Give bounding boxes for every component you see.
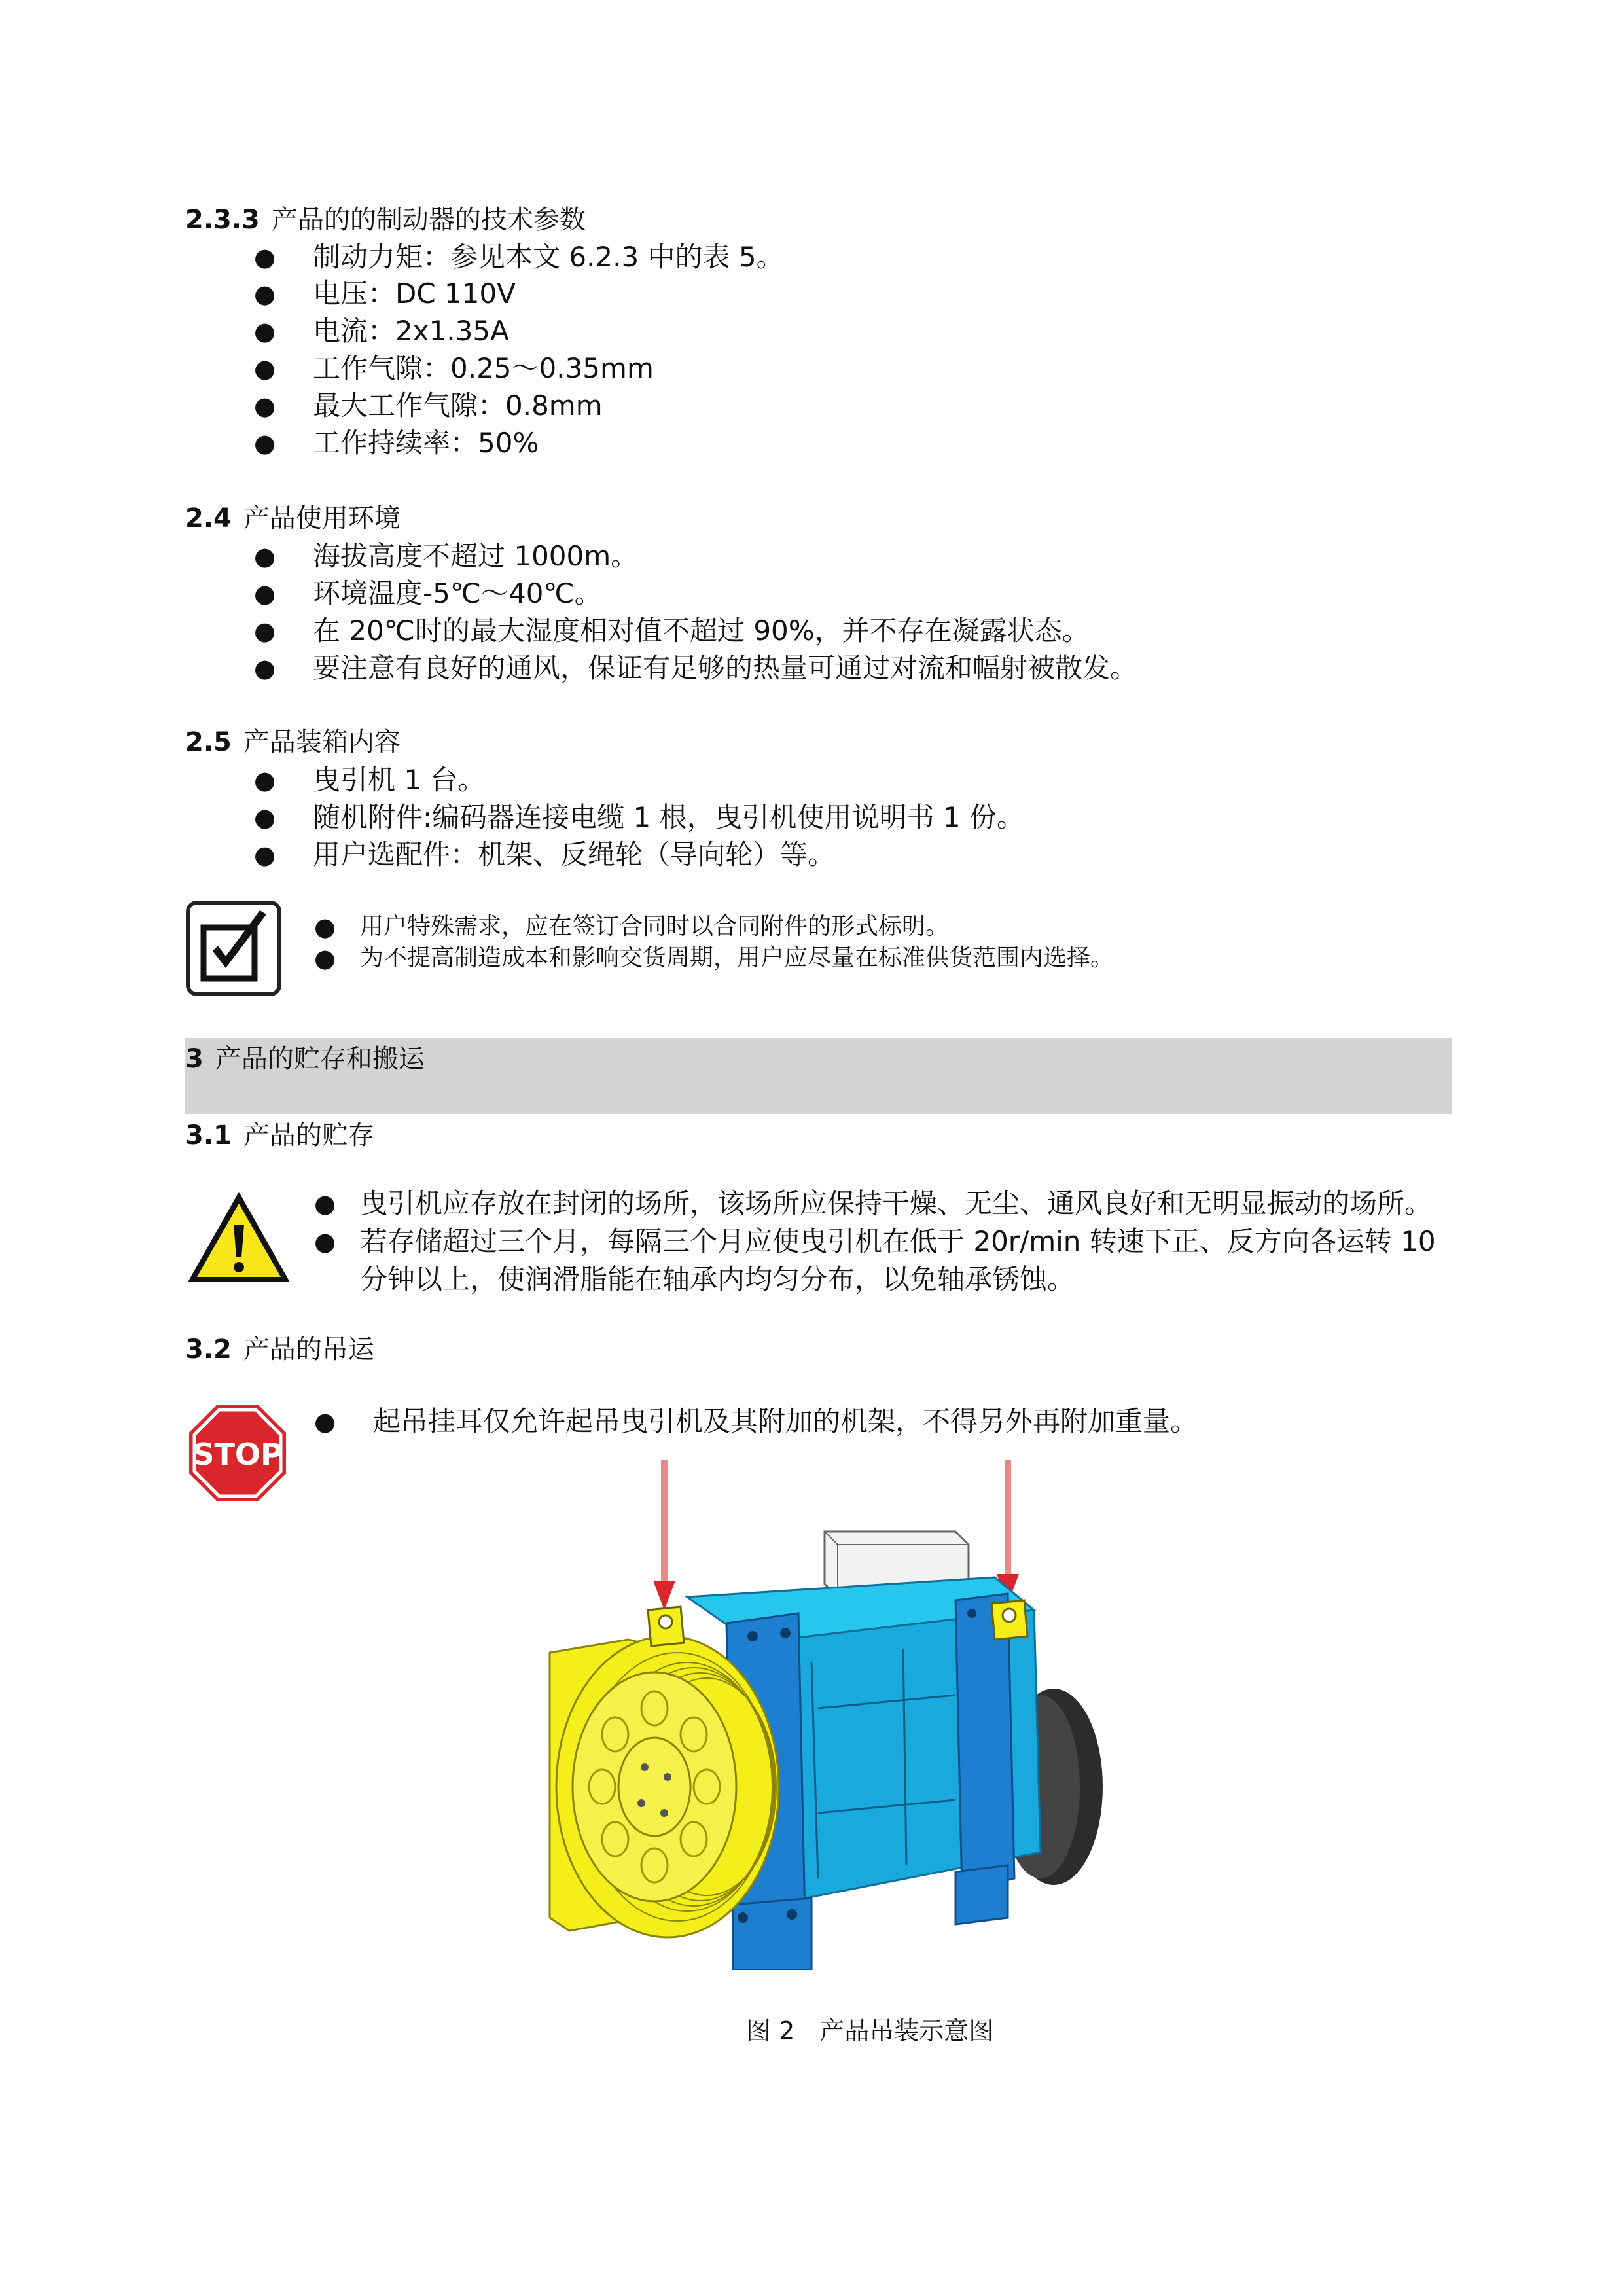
list-item: ● 随机附件:编码器连接电缆 1 根，曳引机使用说明书 1 份。 [313, 799, 1024, 836]
lifting-lug-right [991, 1600, 1027, 1640]
heading-title: 产品的的制动器的技术参数 [271, 205, 586, 235]
bullet-icon: ● [254, 617, 276, 645]
heading-number: 2.3.3 [185, 205, 260, 235]
heading-2-4 [185, 501, 401, 535]
note-item: ● 用户特殊需求，应在签订合同时以合同附件的形式标明。 [314, 912, 950, 941]
heading-title: 产品装箱内容 [243, 727, 401, 757]
list-item: ● 在 20℃时的最大湿度相对值不超过 90%，并不存在凝露状态。 [313, 613, 1090, 649]
stop-sign-text: STOP [192, 1437, 283, 1472]
heading-number: 2.5 [185, 727, 232, 757]
heading-number: 3 [185, 1044, 204, 1074]
heading-number: 2.4 [185, 503, 232, 533]
bullet-icon: ● [314, 944, 336, 973]
list-item: ● 曳引机 1 台。 [313, 762, 485, 798]
heading-2-5 [185, 725, 401, 759]
list-item: ● 工作气隙：0.25～0.35mm [313, 350, 654, 387]
bullet-icon: ● [254, 429, 276, 457]
heading-3 [185, 1042, 425, 1076]
lifting-lug-left [648, 1607, 684, 1646]
bullet-icon: ● [254, 579, 276, 608]
bullet-icon: ● [254, 391, 276, 420]
list-item: ● 要注意有良好的通风，保证有足够的热量可通过对流和幅射被散发。 [313, 650, 1137, 687]
heading-title: 产品的贮存和搬运 [215, 1044, 425, 1074]
list-item: ● 电压：DC 110V [313, 276, 516, 312]
bullet-icon: ● [314, 1189, 336, 1218]
list-item: ● 工作持续率：50% [313, 425, 539, 461]
bullet-icon: ● [254, 766, 276, 795]
warning-icon [185, 1188, 293, 1286]
checkbox-note-icon [185, 900, 282, 997]
heading-title: 产品的贮存 [243, 1121, 374, 1151]
figure-caption: 图 2 产品吊装示意图 [746, 2017, 994, 2045]
bullet-icon: ● [254, 279, 276, 308]
heading-number: 3.1 [185, 1121, 232, 1151]
heading-title: 产品的吊运 [243, 1335, 374, 1365]
heading-3-1 [185, 1119, 374, 1153]
list-item: ● 若存储超过三个月，每隔三个月应使曳引机在低于 20r/min 转速下正、反方向各运转 10 [360, 1223, 1436, 1260]
list-item: ● 电流：2x1.35A [313, 313, 509, 350]
heading-2-3-3 [185, 203, 586, 237]
list-item: ● 制动力矩：参见本文 6.2.3 中的表 5。 [313, 239, 784, 276]
bullet-icon: ● [254, 803, 276, 832]
list-item: ● 环境温度-5℃～40℃。 [313, 575, 602, 612]
bullet-icon: ● [254, 654, 276, 683]
bullet-icon: ● [254, 354, 276, 383]
traction-machine-figure [537, 1446, 1139, 1970]
bullet-icon: ● [314, 1227, 336, 1256]
bullet-icon: ● [254, 840, 276, 869]
lifting-arrow-left [653, 1460, 675, 1610]
heading-3-2 [185, 1333, 374, 1367]
bullet-icon: ● [254, 243, 276, 272]
list-item: ● 海拔高度不超过 1000m。 [313, 538, 638, 575]
bullet-icon: ● [254, 542, 276, 571]
list-item-continuation: 分钟以上，使润滑脂能在轴承内均匀分布，以免轴承锈蚀。 [360, 1263, 1075, 1295]
bullet-icon: ● [314, 1407, 336, 1436]
list-item: ● 用户选配件：机架、反绳轮（导向轮）等。 [313, 836, 835, 873]
note-item: ● 为不提高制造成本和影响交货周期，用户应尽量在标准供货范围内选择。 [314, 944, 1115, 973]
heading-number: 3.2 [185, 1335, 232, 1365]
list-item: ● 曳引机应存放在封闭的场所，该场所应保持干燥、无尘、通风良好和无明显振动的场所。 [360, 1185, 1432, 1222]
stop-sign-icon [185, 1401, 290, 1505]
bullet-icon: ● [314, 912, 336, 941]
heading-title: 产品使用环境 [243, 503, 401, 533]
list-item: ● 最大工作气隙：0.8mm [313, 387, 603, 424]
bullet-icon: ● [254, 317, 276, 346]
list-item: ● 起吊挂耳仅允许起吊曳引机及其附加的机架，不得另外再附加重量。 [373, 1403, 1198, 1440]
